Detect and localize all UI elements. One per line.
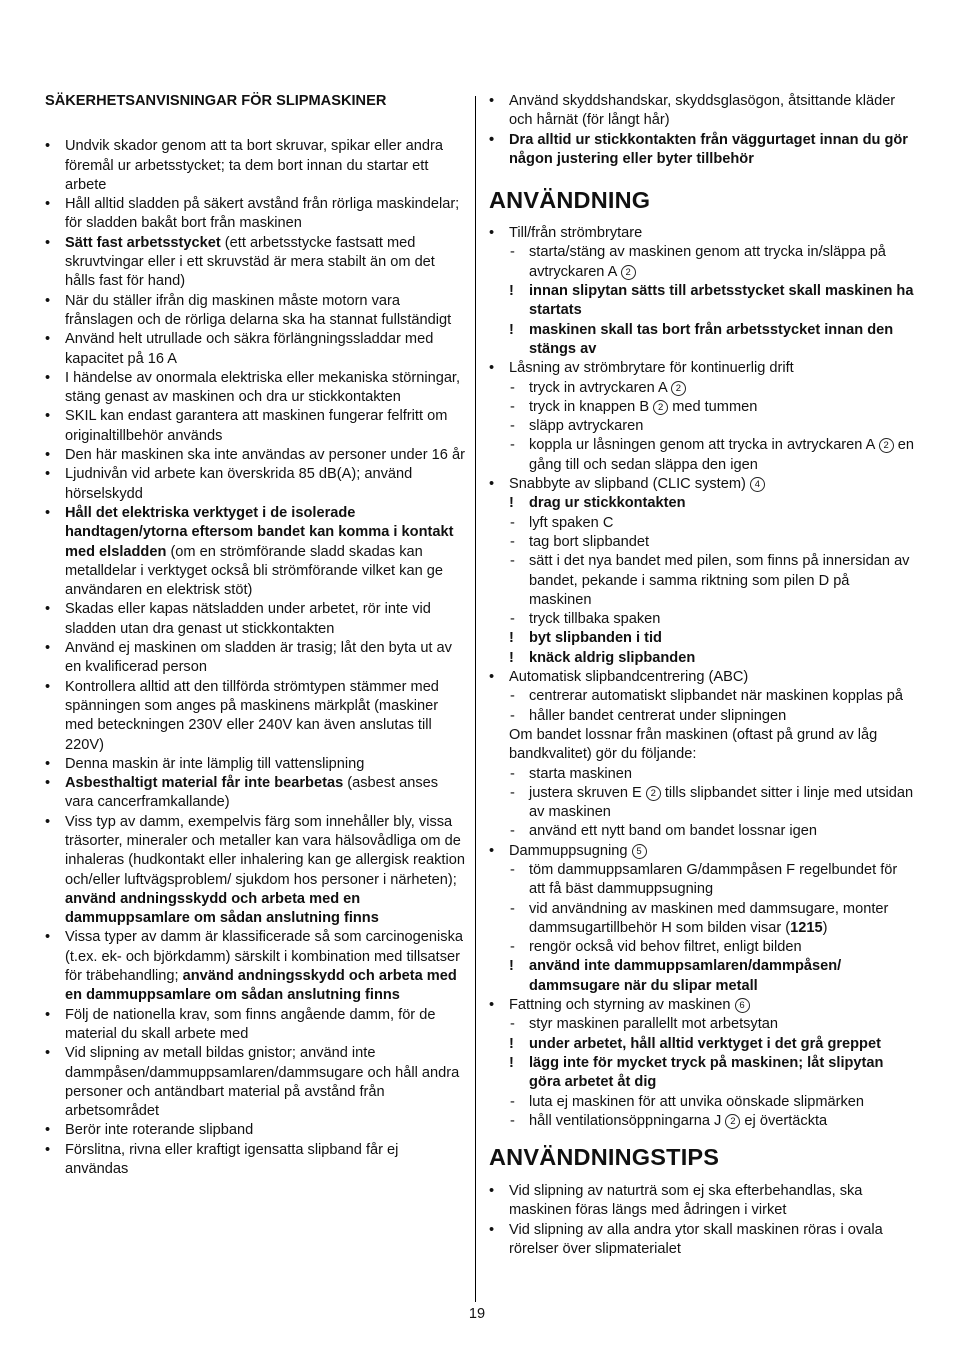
list-item: • Snabbyte av slipband (CLIC system) 4 [489,475,914,494]
sub-item: - starta maskinen [489,765,914,784]
sub-item: - sätt i det nya bandet med pilen, som finns på innersidan av bandet, pekande i samma riktning som pilen D på maskinen [489,552,914,610]
warning-item: ! under arbetet, håll alltid verktyget i det grå greppet [489,1035,914,1054]
sub-item: Om bandet lossnar från maskinen (oftast på grund av låg bandkvalitet) gör du följande: [509,726,878,763]
list-item: • Fattning och styrning av maskinen 6 [489,996,914,1015]
section-title-safety: SÄKERHETSANVISNINGAR FÖR SLIPMASKINER [45,93,387,109]
list-item: • Följ de nationella krav, som finns angående damm, för de material du skall arbete med [45,1006,465,1045]
list-item: • Dammuppsugning 5 [489,842,914,861]
list-item: • Förslitna, rivna eller kraftigt igensatta slipband får ej användas [45,1141,465,1180]
sub-item: - håll ventilationsöppningarna J 2 ej övertäckta [489,1112,914,1131]
figure-ref-badge: 2 [621,265,636,280]
list-item: • Låsning av strömbrytare för kontinuerlig drift [489,359,914,378]
list-item: • Dra alltid ur stickkontakten från väggurtaget innan du gör någon justering eller byter tillbehör [489,131,914,170]
warning-item: ! knäck aldrig slipbanden [489,649,914,668]
list-item: • Vid slipning av naturträ som ej ska efterbehandlas, ska maskinen föras längs med ådringen i virket [489,1182,914,1221]
sub-item: - koppla ur låsningen genom att trycka in avtryckaren A 2 en gång till och sedan släppa den igen [489,436,914,475]
sub-item: - tryck in knappen B 2 med tummen [489,398,914,417]
warning-item: ! maskinen skall tas bort från arbetsstycket innan den stängs av [489,321,914,360]
list-item: • SKIL kan endast garantera att maskinen fungerar felfritt om originaltillbehör används [45,407,465,446]
sub-item: - rengör också vid behov filtret, enligt bilden [489,938,914,957]
column-divider [475,96,476,1302]
list-item: • Använd skyddshandskar, skyddsglasögon, åtsittande kläder och hårnät (för långt hår) [489,92,914,131]
figure-ref-badge: 6 [735,998,750,1013]
list-item: • I händelse av onormala elektriska eller mekaniska störningar, stäng genast av maskinen och dra ur stickkontakten [45,369,465,408]
sub-item: - släpp avtryckaren [489,417,914,436]
page-number: 19 [468,1306,486,1322]
figure-ref-badge: 4 [750,477,765,492]
list-item: • Kontrollera alltid att den tillförda strömtypen stämmer med spänningen som anges på maskinens märkplåt (maskiner med beteckningen 230V eller 240V kan även anslutas till 220V) [45,678,465,755]
list-item: • Till/från strömbrytare [489,224,914,243]
sub-item: - tag bort slipbandet [489,533,914,552]
sub-item: - starta/stäng av maskinen genom att trycka in/släppa på avtryckaren A 2 [489,243,914,282]
list-item: • Viss typ av damm, exempelvis färg som innehåller bly, vissa träsorter, mineraler och metaller kan vara hälsovådliga om de inhaleras (hudkontakt eller inhalering kan ge allergisk reaktion och/eller luftvägsproblem/ sjukdom hos personer i närheten); använd andningsskydd och arbeta med en dammuppsamlare om sådan anslutning finns [45,813,465,929]
warning-item: ! använd inte dammuppsamlaren/dammpåsen/ dammsugare när du slipar metall [489,957,914,996]
figure-ref-badge: 2 [646,786,661,801]
sub-item: - lyft spaken C [489,514,914,533]
list-item: • Vid slipning av alla andra ytor skall maskinen röras i ovala rörelser över slipmaterialet [489,1221,914,1260]
figure-ref-badge: 5 [632,844,647,859]
list-item: • Den här maskinen ska inte användas av personer under 16 år [45,446,465,465]
sub-item: - tryck tillbaka spaken [489,610,914,629]
sub-item: - luta ej maskinen för att unvika oönskade slipmärken [489,1093,914,1112]
warning-item: ! lägg inte för mycket tryck på maskinen; låt slipytan göra arbetet åt dig [489,1054,914,1093]
left-column [45,92,465,1179]
list-item: • Vid slipning av metall bildas gnistor; använd inte dammpåsen/dammuppsamlaren/dammsugare och håll andra personer och antändbart material på avstånd från arbetsområdet [45,1044,465,1121]
sub-item: - håller bandet centrerat under slipningen [489,707,914,726]
list-item: • Använd helt utrullade och säkra förlängningssladdar med kapacitet på 16 A [45,330,465,369]
sub-item: - justera skruven E 2 tills slipbandet sitter i linje med utsidan av maskinen [489,784,914,823]
warning-item: ! byt slipbanden i tid [489,629,914,648]
sub-item: - vid användning av maskinen med dammsugare, monter dammsugartillbehör H som bilden visar (1215) [489,900,914,939]
figure-ref-badge: 2 [653,400,668,415]
figure-ref-badge: 2 [725,1114,740,1129]
list-item: • Skadas eller kapas nätsladden under arbetet, rör inte vid sladden utan dra genast ut stickkontakten [45,600,465,639]
figure-ref-badge: 2 [879,438,894,453]
sub-item: - tryck in avtryckaren A 2 [489,379,914,398]
warning-item: ! innan slipytan sätts till arbetsstycket skall maskinen ha startats [489,282,914,321]
warning-item: ! drag ur stickkontakten [489,494,914,513]
list-item: • När du ställer ifrån dig maskinen måste motorn vara frånslagen och de rörliga delarna ska ha stannat fullständigt [45,292,465,331]
sub-item: - styr maskinen parallellt mot arbetsytan [489,1015,914,1034]
list-item: • Vissa typer av damm är klassificerade så som carcinogeniska (t.ex. ek- och björkdamm) särskilt i kombination med tillsatser för träbehandling; använd andningsskydd och arbeta med en dammuppsamlare om sådan anslutning finns [45,928,465,1005]
list-item: • Ljudnivån vid arbete kan överskrida 85 dB(A); använd hörselskydd [45,465,465,504]
sub-item: - töm dammuppsamlaren G/dammpåsen F regelbundet för att få bäst dammuppsugning [489,861,914,900]
list-item: • Denna maskin är inte lämplig till vattenslipning [45,755,465,774]
figure-ref-badge: 2 [671,381,686,396]
heading-anvandning: ANVÄNDNING [489,187,651,214]
list-item: • Håll alltid sladden på säkert avstånd från rörliga maskindelar; för sladden bakåt bort från maskinen [45,195,465,234]
list-item: • Använd ej maskinen om sladden är trasig; låt den byta ut av en kvalificerad person [45,639,465,678]
list-item: • Asbesthaltigt material får inte bearbetas (asbest anses vara cancerframkallande) [45,774,465,813]
list-item: • Håll det elektriska verktyget i de isolerade handtagen/ytorna eftersom bandet kan komma i kontakt med elsladden (om en strömförande sladd skadas kan metalldelar i verktyget också bli strömförande vilket kan ge användaren en elektrisk stöt) [45,504,465,600]
list-item: • Sätt fast arbetsstycket (ett arbetsstycke fastsatt med skruvtvingar eller i ett skruvstäd är mera stabilt än om det hålls fast för hand) [45,234,465,292]
sub-item: - använd ett nytt band om bandet lossnar igen [489,822,914,841]
safety-list [45,137,465,1179]
heading-anvandningstips: ANVÄNDNINGSTIPS [489,1144,720,1171]
list-item: • Berör inte roterande slipband [45,1121,465,1140]
usage-list [489,224,914,1131]
sub-item: - centrerar automatiskt slipbandet när maskinen kopplas på [489,687,914,706]
list-item: • Automatisk slipbandcentrering (ABC) [489,668,914,687]
list-item: • Undvik skador genom att ta bort skruvar, spikar eller andra föremål ur arbetsstycket; ta dem bort innan du startar ett arbete [45,137,465,195]
right-column [489,92,914,1259]
